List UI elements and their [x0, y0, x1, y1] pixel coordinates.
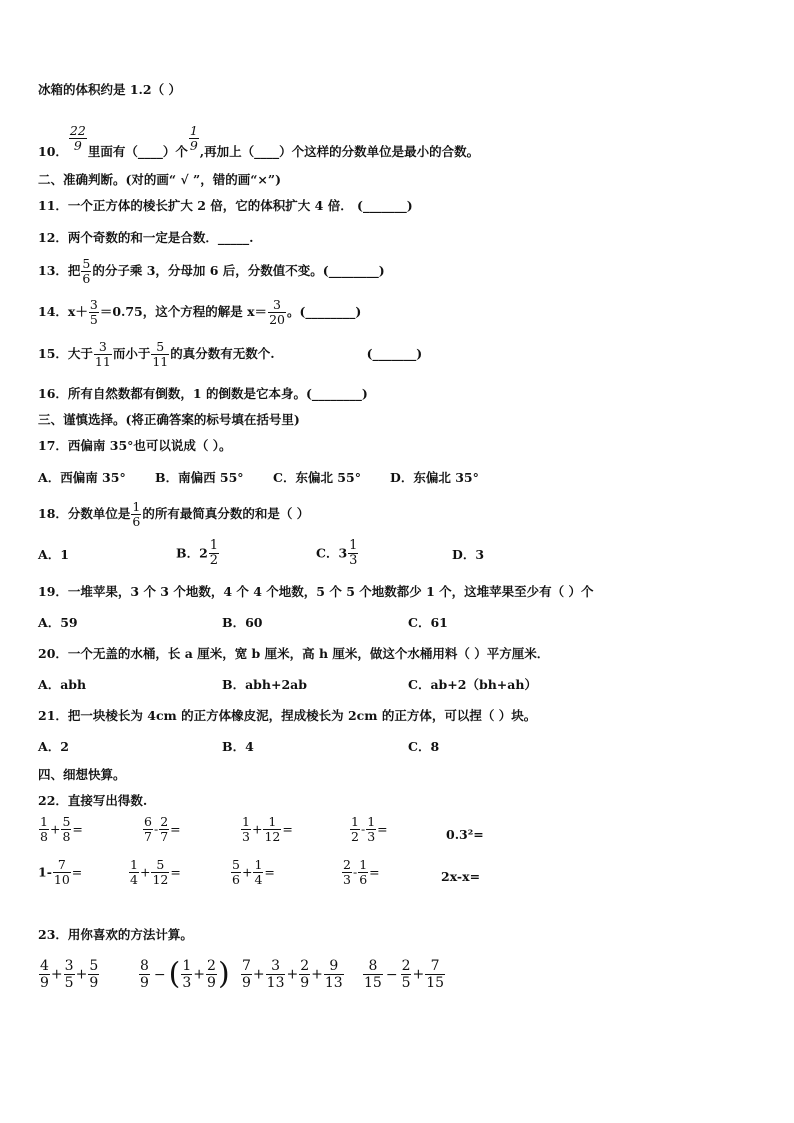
fraction: $\frac{1}{9}$ [189, 123, 198, 153]
section-3-heading: 三、谨慎选择。(将正确答案的标号填在括号里) [38, 412, 300, 427]
option-c: C．8 [408, 739, 440, 754]
calc-expression: $\frac{8}{15}$ − $\frac{2}{5}$ + $\frac{7}{15}$ [364, 958, 445, 991]
fraction: $\frac{3}{5}$ [89, 297, 98, 327]
question-10: 10． $\frac{22}{9}$ 里面有（____）个 $\frac{1}{9}$ ,再加上（____）个这样的分数单位是最小的合数。 [38, 123, 480, 159]
fraction: $\frac{3}{11}$ [94, 339, 111, 369]
question-11: 11．一个正方体的棱长扩大 2 倍，它的体积扩大 4 倍． (_______) [38, 198, 413, 213]
question-12: 12．两个奇数的和一定是合数．_____. [38, 230, 254, 245]
option-a: A．西偏南 35° [38, 470, 126, 485]
calc-item: 2x-x= [441, 869, 481, 884]
option-d: D．东偏北 35° [390, 470, 479, 485]
question-17: 17．西偏南 35°也可以说成（ ）。 [38, 438, 232, 453]
option-b: B．abh+2ab [222, 677, 308, 692]
option-c: C．61 [408, 615, 448, 630]
question-15: 15．大于 $\frac{3}{11}$ 而小于 $\frac{5}{11}$ 的真分数有无数个. (_______) [38, 339, 423, 369]
fraction: $\frac{1}{6}$ [132, 499, 141, 529]
calc-expression: $\frac{8}{9}$ − ( $\frac{1}{3}$ + $\frac{2}{9}$ ) [140, 956, 230, 992]
question-16: 16．所有自然数都有倒数，1 的倒数是它本身。(________) [38, 386, 368, 401]
question-21: 21．把一块棱长为 4cm 的正方体橡皮泥，捏成棱长为 2cm 的正方体，可以捏（ ）块。 [38, 708, 537, 723]
section-4-heading: 四、细想快算。 [38, 767, 126, 782]
option-b: B．4 [222, 739, 254, 754]
calc-item: 0.3²= [446, 827, 484, 842]
calc-item: $\frac{1}{2}$ - $\frac{1}{3}$ = [351, 814, 388, 844]
fraction: $\frac{22}{9}$ [69, 123, 86, 153]
option-b: B．60 [222, 615, 263, 630]
question-14: 14．x＋ $\frac{3}{5}$ ＝0.75，这个方程的解是 x＝ $\frac{3}{20}$ 。(________) [38, 297, 362, 327]
calc-expression: $\frac{7}{9}$ + $\frac{3}{13}$ + $\frac{2}{9}$ + $\frac{9}{13}$ [242, 958, 343, 991]
fraction: $\frac{5}{6}$ [82, 256, 91, 286]
option-a: A．abh [38, 677, 87, 692]
fraction: $\frac{5}{11}$ [152, 339, 169, 369]
fraction: $\frac{1}{3}$ [349, 538, 358, 568]
calc-item: $\frac{1}{8}$ + $\frac{5}{8}$ = [40, 814, 83, 844]
calc-item: $\frac{2}{3}$ - $\frac{1}{6}$ = [343, 857, 380, 887]
fraction: $\frac{1}{2}$ [209, 538, 219, 568]
question-19: 19．一堆苹果，3 个 3 个地数，4 个 4 个地数，5 个 5 个地数都少 1 个，这堆苹果至少有（ ）个 [38, 584, 594, 599]
calc-item: 1- $\frac{7}{10}$ = [38, 857, 83, 887]
option-c: C．3 $\frac{1}{3}$ [316, 538, 358, 568]
option-a: A．59 [38, 615, 78, 630]
calc-item: $\frac{1}{4}$ + $\frac{5}{12}$ = [130, 857, 181, 887]
option-c: C．东偏北 55° [273, 470, 361, 485]
fraction: $\frac{3}{20}$ [269, 297, 285, 327]
calc-expression: $\frac{4}{9}$ + $\frac{3}{5}$ + $\frac{5}{9}$ [40, 958, 99, 991]
question-18: 18．分数单位是 $\frac{1}{6}$ 的所有最简真分数的和是（ ） [38, 499, 310, 529]
option-b: B．南偏西 55° [155, 470, 244, 485]
question-13: 13．把 $\frac{5}{6}$ 的分子乘 3，分母加 6 后，分数值不变。(________) [38, 256, 385, 286]
section-2-heading: 二、准确判断。(对的画“ √ ”，错的画“×”) [38, 172, 281, 187]
option-b: B．2 $\frac{1}{2}$ [176, 538, 219, 568]
option-d: D．3 [452, 547, 485, 562]
calc-item: $\frac{1}{3}$ + $\frac{1}{12}$ = [242, 814, 293, 844]
question-20: 20．一个无盖的水桶，长 a 厘米，宽 b 厘米，高 h 厘米，做这个水桶用料（ ）平方厘米． [38, 646, 550, 661]
calc-item: $\frac{6}{7}$ - $\frac{2}{7}$ = [144, 814, 181, 844]
option-a: A．2 [38, 739, 69, 754]
option-a: A．1 [38, 547, 69, 562]
question-23: 23．用你喜欢的方法计算。 [38, 927, 193, 942]
question-22: 22．直接写出得数. [38, 793, 148, 808]
question-9: 冰箱的体积约是 1.2（ ） [38, 82, 181, 97]
calc-item: $\frac{5}{6}$ + $\frac{1}{4}$ = [232, 857, 275, 887]
option-c: C．ab+2（bh+ah） [408, 677, 537, 692]
